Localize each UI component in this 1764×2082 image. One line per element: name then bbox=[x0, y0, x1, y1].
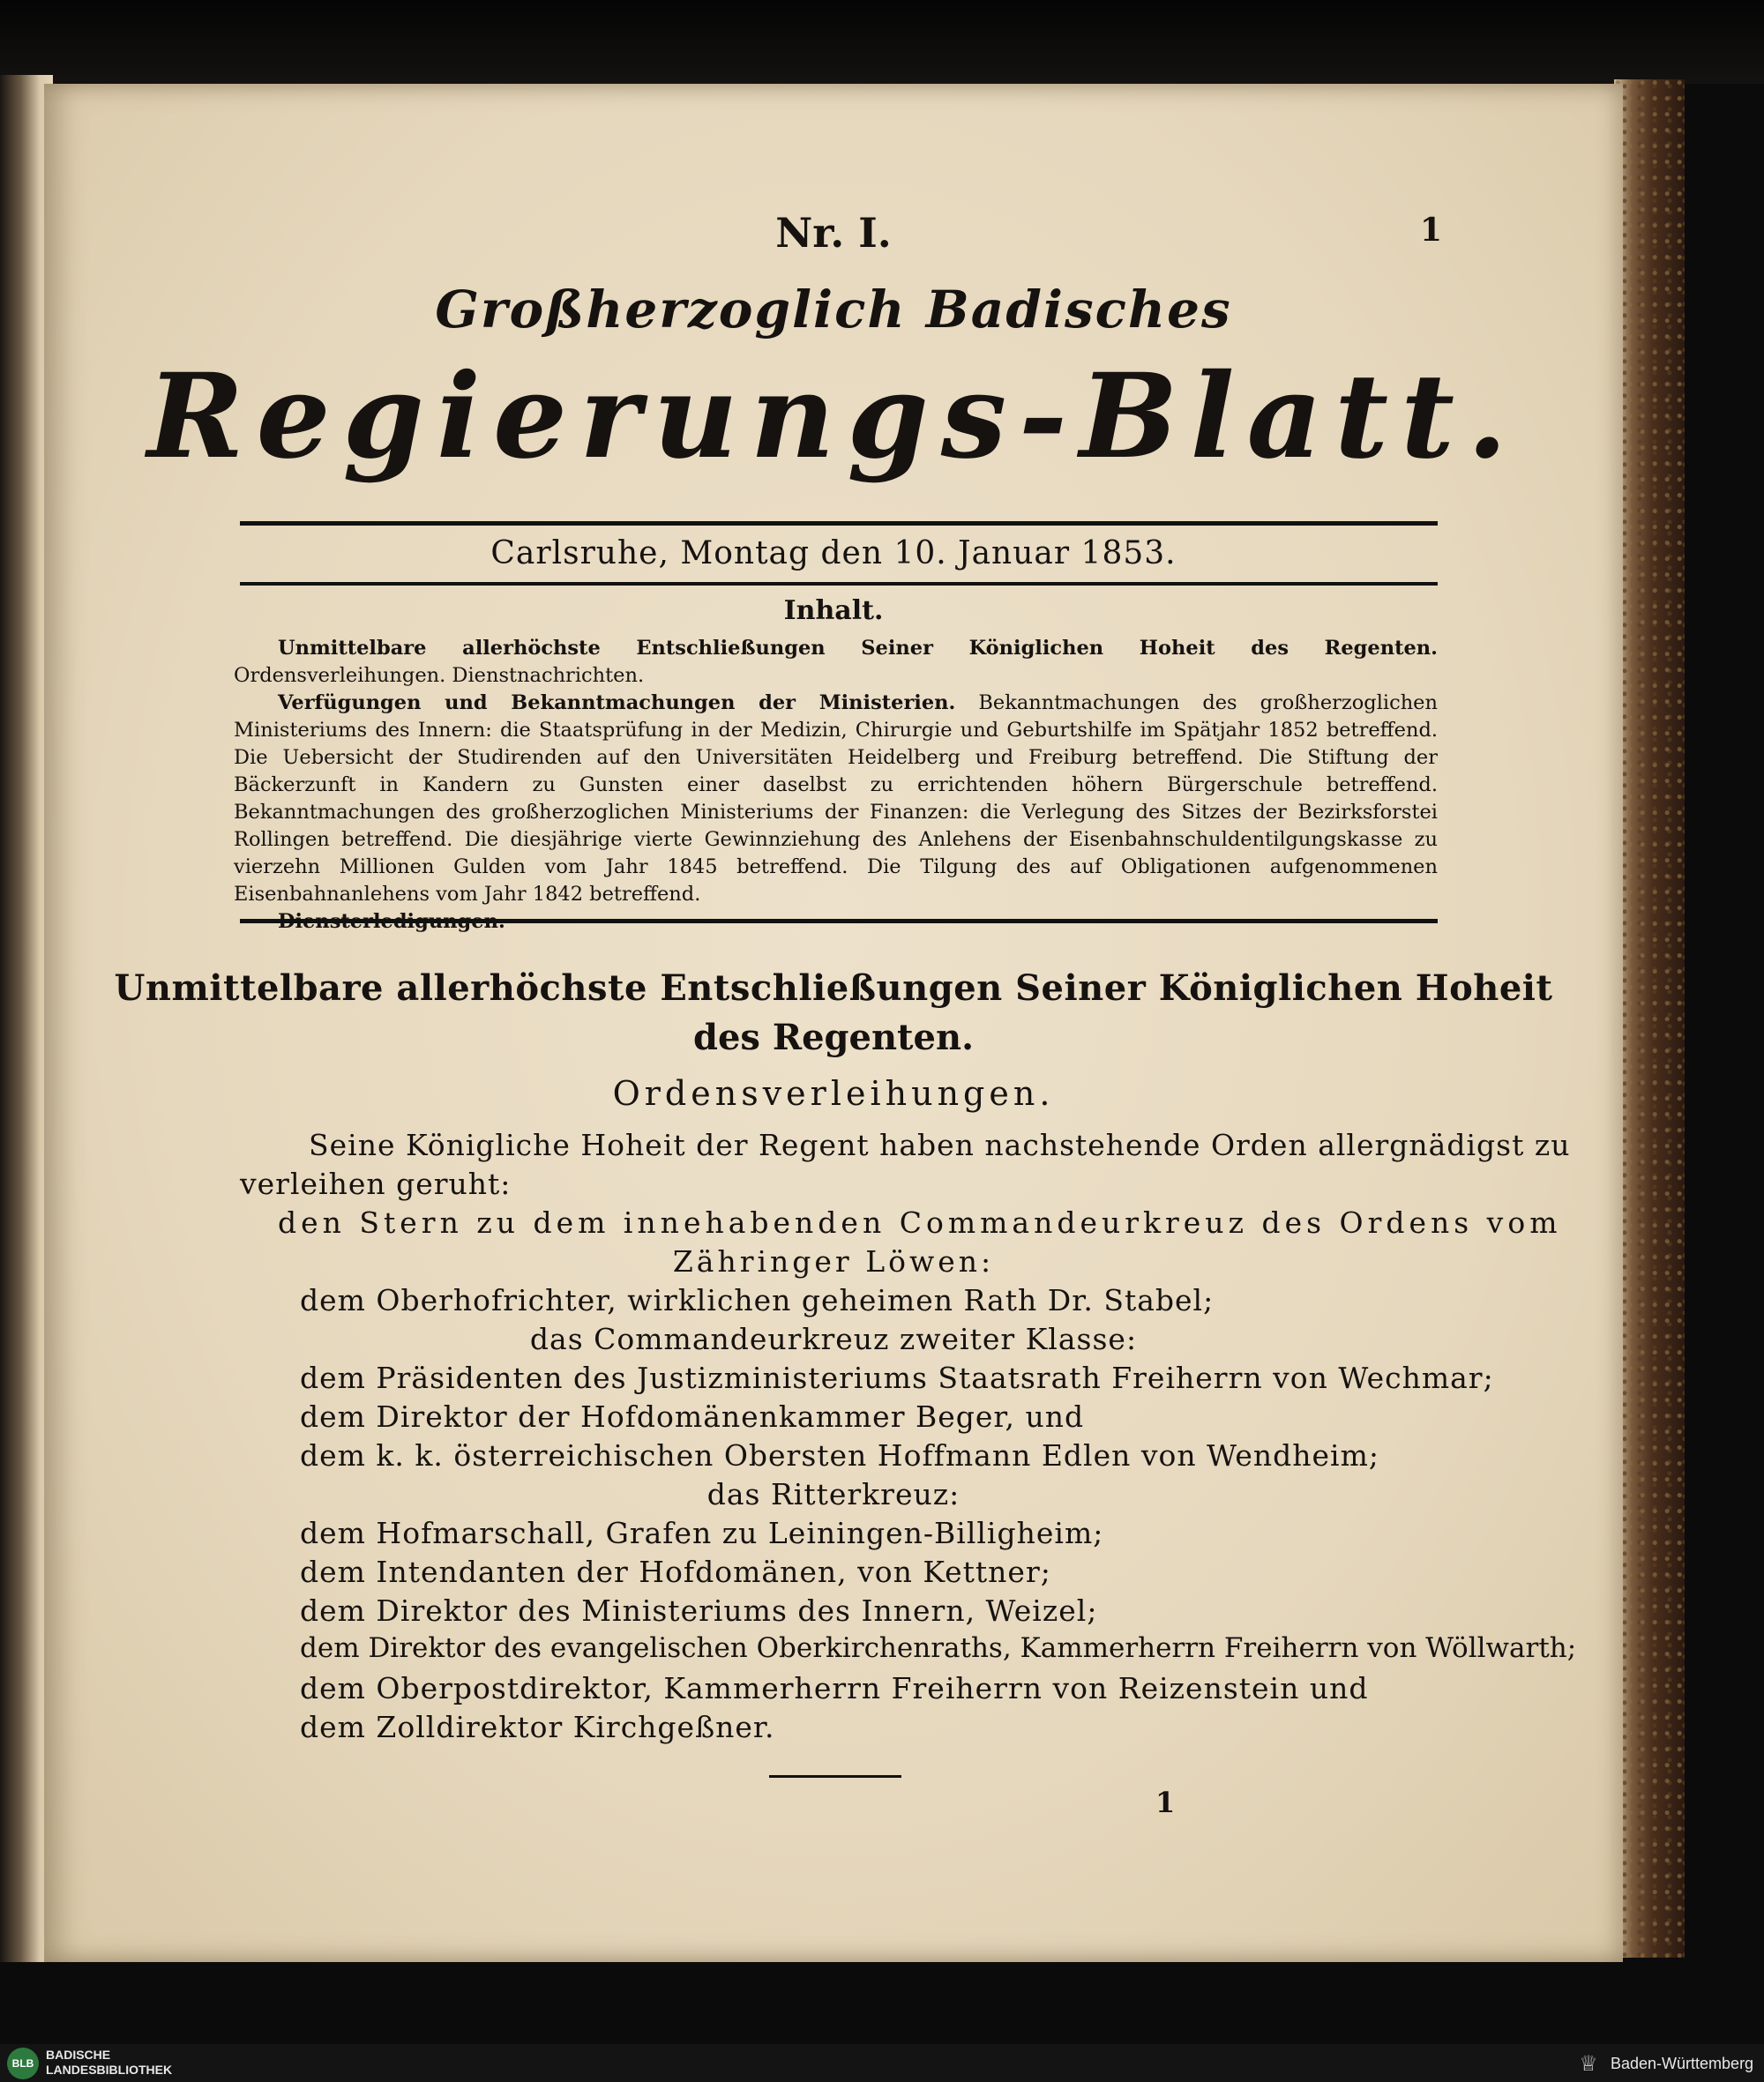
body-line: dem Oberpostdirektor, Kammerherrn Freiherrn von Reizenstein und bbox=[300, 1671, 1369, 1705]
body-line: dem Direktor der Hofdomänenkammer Beger, und bbox=[300, 1399, 1085, 1434]
body-line: dem Präsidenten des Justizministeriums Staatsrath Freiherrn von Wechmar; bbox=[300, 1361, 1494, 1395]
table-of-contents bbox=[234, 635, 1438, 936]
rule-below-date bbox=[240, 582, 1438, 586]
closing-rule bbox=[769, 1775, 901, 1778]
masthead-title: Regierungs-Blatt. bbox=[146, 348, 1521, 485]
toc-entry-text: Ordensverleihungen. Dienstnachrichten. bbox=[234, 664, 645, 687]
toc-entry-title: Verfügungen und Bekanntmachungen der Ministerien. bbox=[278, 691, 956, 714]
toc-entry bbox=[234, 635, 1438, 690]
body-line: dem Oberhofrichter, wirklichen geheimen Rath Dr. Stabel; bbox=[300, 1283, 1215, 1317]
rule-below-toc bbox=[240, 919, 1438, 923]
blb-logo[interactable]: BLB bbox=[7, 2048, 39, 2079]
section-subheading: Ordensverleihungen. bbox=[612, 1074, 1055, 1113]
section-heading: Unmittelbare allerhöchste Entschließungen Seiner Königlichen Hoheit bbox=[114, 967, 1553, 1009]
body-line: den Stern zu dem innehabenden Commandeurkreuz des Ordens vom bbox=[278, 1205, 1562, 1240]
page-number-bottom: 1 bbox=[1155, 1786, 1176, 1819]
body-line: dem k. k. österreichischen Obersten Hoffmann Edlen von Wendheim; bbox=[300, 1438, 1380, 1473]
page-number-top: 1 bbox=[1420, 212, 1443, 249]
toc-heading: Inhalt. bbox=[783, 595, 884, 626]
body-line: dem Hofmarschall, Grafen zu Leiningen-Billigheim; bbox=[300, 1516, 1104, 1550]
masthead-subtitle: Großherzoglich Badisches bbox=[435, 280, 1232, 340]
body-line: verleihen geruht: bbox=[240, 1167, 512, 1201]
toc-entry bbox=[234, 690, 1438, 908]
body-line: dem Direktor des Ministeriums des Innern, Weizel; bbox=[300, 1593, 1098, 1628]
library-name[interactable] bbox=[46, 2048, 172, 2078]
dateline: Carlsruhe, Montag den 10. Januar 1853. bbox=[490, 535, 1177, 571]
body-line: dem Zolldirektor Kirchgeßner. bbox=[300, 1710, 775, 1744]
body-line: das Ritterkreuz: bbox=[706, 1477, 960, 1511]
library-name-line1: BADISCHE bbox=[46, 2048, 111, 2062]
scan-border bbox=[0, 0, 1764, 84]
body-line: Zähringer Löwen: bbox=[672, 1244, 995, 1279]
book-edge-right bbox=[1614, 79, 1685, 1958]
library-name-line2: LANDESBIBLIOTHEK bbox=[46, 2063, 173, 2077]
body-line: Seine Königliche Hoheit der Regent haben nachstehende Orden allergnädigst zu bbox=[309, 1128, 1571, 1162]
body-line: das Commandeurkreuz zweiter Klasse: bbox=[529, 1322, 1138, 1356]
coat-of-arms-icon: ♕ bbox=[1579, 2051, 1598, 2076]
body-line: dem Intendanten der Hofdomänen, von Kettner; bbox=[300, 1555, 1051, 1589]
state-name[interactable]: Baden-Württemberg bbox=[1611, 2055, 1754, 2072]
toc-entry-text: Bekanntmachungen des großherzoglichen Ministeriums des Innern: die Staatsprüfung in der Medizin, Chirurgie und Geburtshilfe im Spätjahr 1852 betreffend. Die Uebersicht der Studirenden auf den Universitäten Heidelberg und Freiburg betreffend. Die Stiftung der Bäckerzunft in Kandern zu Gunsten einer daselbst zu errichtenden höhern Bürgerschule betreffend. Bekanntmachungen des großherzoglichen Ministeriums der Finanzen: die Verlegung des Sitzes der Bezirksforstei Rollingen betreffend. Die diesjährige vierte Gewinnziehung des Anlehens der Eisenbahnschuldentilgungskasse zu vierzehn Millionen Gulden vom Jahr 1845 betreffend. Die Tilgung des auf Obligationen aufgenommenen Eisenbahnanlehens vom Jahr 1842 betreffend. bbox=[234, 691, 1438, 906]
issue-number: Nr. I. bbox=[775, 209, 892, 257]
viewer-footer bbox=[0, 2044, 1764, 2082]
document-page bbox=[44, 84, 1623, 1962]
body-line: dem Direktor des evangelischen Oberkirchenraths, Kammerherrn Freiherrn von Wöllwarth; bbox=[300, 1632, 1577, 1664]
rule-above-date bbox=[240, 521, 1438, 526]
toc-entry-title: Unmittelbare allerhöchste Entschließungen Seiner Königlichen Hoheit des Regenten. bbox=[278, 637, 1438, 660]
section-heading-cont: des Regenten. bbox=[693, 1017, 974, 1058]
